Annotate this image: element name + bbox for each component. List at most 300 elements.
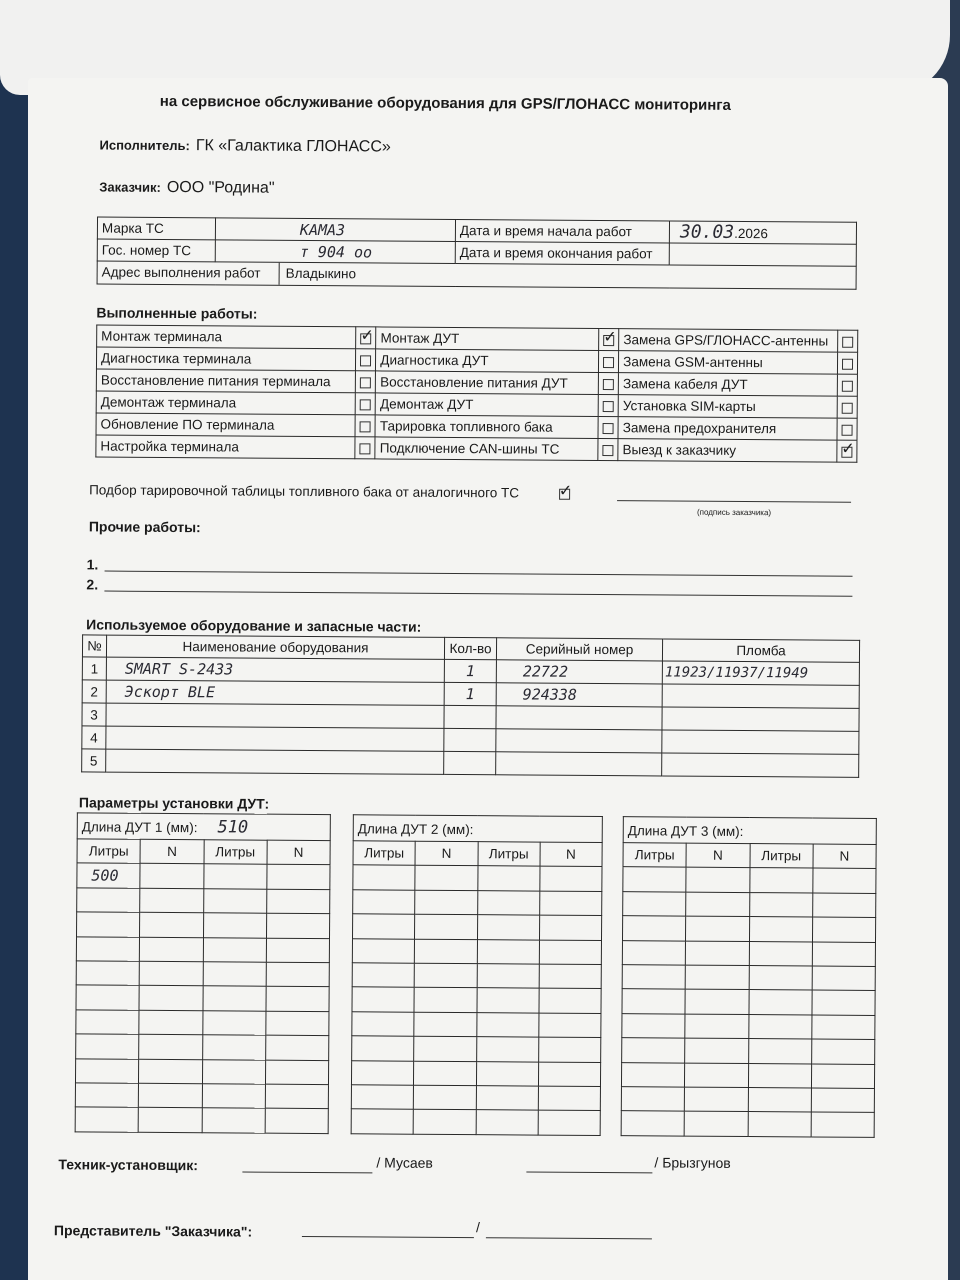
equipment-row bbox=[82, 749, 859, 777]
executor-line bbox=[99, 137, 390, 157]
dut-cell[interactable] bbox=[77, 888, 140, 913]
dut-cell[interactable] bbox=[352, 1036, 414, 1061]
dut-cell[interactable] bbox=[352, 987, 414, 1012]
dut-cell[interactable]: 500 bbox=[77, 863, 140, 888]
tariff-checkbox[interactable] bbox=[559, 489, 570, 500]
dut-cell[interactable] bbox=[749, 941, 812, 966]
dut-cell[interactable] bbox=[76, 1010, 139, 1035]
work-1-6-checkbox-cell bbox=[355, 437, 375, 459]
equipment-qty-cell[interactable] bbox=[444, 728, 496, 751]
dut-3-title: Длина ДУТ 3 (мм): bbox=[627, 822, 744, 839]
address-row bbox=[97, 261, 856, 289]
dut-cell[interactable] bbox=[686, 892, 749, 917]
dut-2-title: Длина ДУТ 2 (мм): bbox=[357, 820, 474, 837]
dut-cell[interactable] bbox=[685, 1063, 748, 1088]
work-1-2-checkbox-cell bbox=[356, 349, 376, 371]
dut-cell[interactable] bbox=[811, 1039, 874, 1064]
dut-cell[interactable] bbox=[202, 1035, 265, 1060]
work-1-5-checkbox-cell bbox=[355, 415, 375, 437]
equipment-qty-cell[interactable]: 1 bbox=[444, 659, 496, 682]
dut-row bbox=[353, 914, 602, 940]
dut-cell[interactable] bbox=[140, 937, 203, 962]
dut-row bbox=[622, 989, 875, 1015]
dut-cell[interactable] bbox=[203, 937, 266, 962]
dut-cell[interactable] bbox=[353, 914, 415, 939]
dut-cell[interactable] bbox=[539, 964, 601, 989]
dut-cell[interactable] bbox=[203, 864, 266, 889]
dut-cell[interactable] bbox=[749, 868, 812, 893]
form-heading: на сервисное обслуживание оборудования для GPS/ГЛОНАСС мониторинга bbox=[159, 92, 731, 114]
dut-cell[interactable] bbox=[267, 865, 330, 890]
dut-cell[interactable] bbox=[351, 1085, 413, 1110]
work-checkbox[interactable] bbox=[842, 337, 853, 348]
dut-row bbox=[351, 1109, 600, 1135]
work-checkbox[interactable] bbox=[602, 445, 613, 456]
dut-cell[interactable] bbox=[76, 1034, 139, 1059]
representative-signature[interactable] bbox=[302, 1236, 474, 1238]
work-checkbox[interactable] bbox=[603, 335, 614, 346]
work-2-1-checkbox-cell bbox=[599, 328, 619, 350]
technician-signature-1[interactable] bbox=[242, 1172, 372, 1174]
dut-row bbox=[622, 916, 875, 942]
signature-caption: (подпись заказчика) bbox=[696, 507, 772, 518]
dut-3-header-2: N bbox=[686, 843, 749, 868]
work-checkbox[interactable] bbox=[603, 401, 614, 412]
work-checkbox[interactable] bbox=[603, 379, 614, 390]
dut-cell[interactable] bbox=[748, 990, 811, 1015]
work-2-6-label: Подключение CAN-шины ТС bbox=[375, 437, 598, 461]
work-checkbox[interactable] bbox=[360, 333, 371, 344]
dut-cell[interactable] bbox=[413, 1110, 475, 1135]
work-checkbox[interactable] bbox=[360, 421, 371, 432]
dut-2-header-3: Литры bbox=[478, 842, 540, 867]
dut-cell[interactable] bbox=[138, 1108, 201, 1133]
executor-value: ГК «Галактика ГЛОНАСС» bbox=[195, 137, 391, 156]
dut-row bbox=[352, 1012, 601, 1038]
dut-cell[interactable] bbox=[812, 966, 875, 991]
representative-name-line[interactable] bbox=[486, 1237, 652, 1239]
executor-label: Исполнитель: bbox=[99, 137, 190, 154]
vehicle-table bbox=[97, 216, 857, 289]
dut-cell[interactable] bbox=[538, 1062, 600, 1087]
work-1-1-checkbox-cell bbox=[356, 327, 376, 349]
equipment-n-cell: 4 bbox=[82, 726, 106, 749]
dut-cell[interactable] bbox=[203, 962, 266, 987]
dut-1-title-cell bbox=[77, 813, 330, 841]
dut-cell[interactable] bbox=[139, 1059, 202, 1084]
dut-row bbox=[622, 1013, 875, 1039]
dut-cell[interactable] bbox=[353, 890, 415, 915]
equipment-seal-cell[interactable]: 11923/11937/11949 bbox=[662, 661, 859, 685]
dut-row bbox=[76, 936, 329, 962]
work-3-5-label: Замена предохранителя bbox=[618, 417, 837, 441]
work-3-3-checkbox-cell bbox=[837, 374, 857, 396]
dut-row bbox=[623, 891, 876, 917]
dut-cell[interactable] bbox=[75, 1107, 138, 1132]
service-form-sheet bbox=[28, 78, 948, 1280]
other-work-2-line[interactable] bbox=[104, 591, 852, 597]
work-3-3-label: Замена кабеля ДУТ bbox=[618, 373, 837, 397]
equipment-qty-cell[interactable] bbox=[444, 705, 496, 728]
dut-table-3 bbox=[621, 816, 877, 1137]
work-1-6-label: Настройка терминала bbox=[96, 435, 355, 459]
dut-1-title: Длина ДУТ 1 (мм): bbox=[81, 818, 198, 835]
dut-cell[interactable] bbox=[477, 939, 539, 964]
work-1-3-label: Восстановление питания терминала bbox=[96, 369, 355, 393]
dut-cell[interactable] bbox=[139, 961, 202, 986]
dut-row bbox=[76, 961, 329, 987]
dut-row bbox=[77, 888, 330, 914]
tariff-label: Подбор тарировочной таблицы топливного бака от аналогичного ТС bbox=[89, 482, 520, 501]
dut-cell[interactable] bbox=[352, 963, 414, 988]
dut-row bbox=[352, 1036, 601, 1062]
dut-cell[interactable] bbox=[351, 1109, 413, 1134]
dut-cell[interactable] bbox=[476, 1012, 538, 1037]
dut-cell[interactable] bbox=[477, 915, 539, 940]
dut-cell[interactable] bbox=[415, 914, 477, 939]
equip-col-qty: Кол-во bbox=[444, 637, 496, 659]
dut-row bbox=[623, 867, 876, 893]
dut-cell[interactable] bbox=[621, 1087, 684, 1112]
work-checkbox[interactable] bbox=[842, 403, 853, 414]
dut-cell[interactable] bbox=[748, 1112, 811, 1137]
dut-row bbox=[353, 865, 602, 891]
dut-cell[interactable] bbox=[76, 985, 139, 1010]
dut-cell[interactable] bbox=[749, 892, 812, 917]
dut-cell[interactable] bbox=[749, 917, 812, 942]
dut-cell[interactable] bbox=[812, 893, 875, 918]
dut-cell[interactable] bbox=[812, 990, 875, 1015]
work-1-4-checkbox-cell bbox=[355, 393, 375, 415]
works-table bbox=[95, 324, 858, 462]
dut-row bbox=[75, 1058, 328, 1084]
dut-cell[interactable] bbox=[476, 1061, 538, 1086]
dut-cell[interactable] bbox=[139, 1010, 202, 1035]
dut-cell[interactable] bbox=[748, 1063, 811, 1088]
work-checkbox[interactable] bbox=[841, 425, 852, 436]
dut-cell[interactable] bbox=[202, 1108, 265, 1133]
dut-cell[interactable] bbox=[538, 1110, 600, 1135]
dut-cell[interactable] bbox=[203, 913, 266, 938]
equipment-table bbox=[81, 634, 860, 777]
dut-cell[interactable] bbox=[622, 965, 685, 990]
equipment-n-cell: 1 bbox=[82, 657, 106, 680]
dut-row bbox=[621, 1062, 874, 1088]
dut-cell[interactable] bbox=[414, 988, 476, 1013]
dut-cell[interactable] bbox=[414, 1061, 476, 1086]
equipment-name-cell[interactable] bbox=[106, 726, 444, 751]
dut-3-header-3: Литры bbox=[750, 844, 813, 869]
dut-cell[interactable] bbox=[540, 866, 602, 891]
address-value[interactable]: Владыкино bbox=[285, 265, 357, 282]
equipment-seal-cell[interactable] bbox=[662, 684, 859, 708]
dut-title: Параметры установки ДУТ: bbox=[78, 794, 270, 812]
work-1-3-checkbox-cell bbox=[355, 371, 375, 393]
dut-cell[interactable] bbox=[140, 864, 203, 889]
dut-cell[interactable] bbox=[539, 940, 601, 965]
dut-table-2 bbox=[351, 814, 603, 1135]
dut-cell[interactable] bbox=[748, 1039, 811, 1064]
work-2-4-checkbox-cell bbox=[598, 394, 618, 416]
equipment-serial-cell[interactable]: 22722 bbox=[496, 660, 662, 684]
dut-cell[interactable] bbox=[476, 1037, 538, 1062]
dut-cell[interactable] bbox=[748, 1087, 811, 1112]
dut-cell[interactable] bbox=[539, 915, 601, 940]
dut-cell[interactable] bbox=[622, 1013, 685, 1038]
dut-cell[interactable] bbox=[139, 1034, 202, 1059]
dut-cell[interactable] bbox=[202, 1059, 265, 1084]
equipment-qty-cell[interactable]: 1 bbox=[444, 682, 496, 705]
dut-cell[interactable] bbox=[622, 1038, 685, 1063]
dut-3-header-1: Литры bbox=[623, 843, 686, 868]
dut-cell[interactable] bbox=[685, 1087, 748, 1112]
dut-cell[interactable] bbox=[685, 989, 748, 1014]
dut-row bbox=[622, 1038, 875, 1064]
dut-cell[interactable] bbox=[539, 1013, 601, 1038]
equipment-seal-cell[interactable] bbox=[662, 707, 859, 731]
dut-cell[interactable] bbox=[811, 1064, 874, 1089]
work-3-5-checkbox-cell bbox=[837, 418, 857, 440]
dut-cell[interactable] bbox=[621, 1111, 684, 1136]
dut-table-1 bbox=[75, 812, 331, 1133]
dut-row bbox=[353, 890, 602, 916]
dut-cell[interactable] bbox=[414, 1012, 476, 1037]
equipment-name-cell[interactable]: SMART S-2433 bbox=[106, 657, 444, 682]
equip-col-seal: Пломба bbox=[662, 639, 859, 662]
dut-cell[interactable] bbox=[685, 1038, 748, 1063]
dut-cell[interactable] bbox=[476, 1086, 538, 1111]
dut-cell[interactable] bbox=[140, 912, 203, 937]
dut-cell[interactable] bbox=[686, 868, 749, 893]
dut-cell[interactable] bbox=[685, 1014, 748, 1039]
dut-cell[interactable] bbox=[75, 1058, 138, 1083]
dut-cell[interactable] bbox=[76, 936, 139, 961]
work-checkbox[interactable] bbox=[360, 377, 371, 388]
work-checkbox[interactable] bbox=[603, 423, 614, 434]
end-label: Дата и время окончания работ bbox=[455, 241, 669, 264]
dut-cell[interactable] bbox=[621, 1062, 684, 1087]
dut-cell[interactable] bbox=[477, 890, 539, 915]
brand-label: Марка ТС bbox=[97, 217, 215, 240]
dut-cell[interactable] bbox=[686, 916, 749, 941]
dut-cell[interactable] bbox=[685, 965, 748, 990]
equipment-seal-cell[interactable] bbox=[662, 753, 859, 777]
equipment-name-cell[interactable] bbox=[106, 703, 444, 728]
dut-row bbox=[351, 1085, 600, 1111]
work-checkbox[interactable] bbox=[603, 357, 614, 368]
dut-cell[interactable] bbox=[415, 866, 477, 891]
equipment-serial-cell[interactable] bbox=[496, 729, 662, 753]
brand-value[interactable]: КАМАЗ bbox=[215, 218, 455, 242]
dut-cell[interactable] bbox=[202, 1010, 265, 1035]
dut-cell[interactable] bbox=[539, 891, 601, 916]
dut-cell[interactable] bbox=[684, 1111, 747, 1136]
dut-cell[interactable] bbox=[812, 942, 875, 967]
dut-cell[interactable] bbox=[539, 988, 601, 1013]
dut-cell[interactable] bbox=[265, 1108, 328, 1133]
dut-cell[interactable] bbox=[139, 986, 202, 1011]
technician-name-2: / Брызгунов bbox=[654, 1154, 731, 1171]
dut-row bbox=[352, 963, 601, 989]
equipment-name-cell[interactable]: Эскорт BLE bbox=[106, 680, 444, 705]
dut-cell[interactable] bbox=[351, 1060, 413, 1085]
equipment-serial-cell[interactable] bbox=[496, 706, 662, 730]
dut-cell[interactable] bbox=[352, 938, 414, 963]
plate-value[interactable]: т 904 оо bbox=[215, 240, 455, 264]
dut-cell[interactable] bbox=[266, 962, 329, 987]
work-checkbox[interactable] bbox=[360, 399, 371, 410]
dut-row bbox=[76, 1034, 329, 1060]
equip-col-name: Наименование оборудования bbox=[106, 635, 444, 659]
dut-row bbox=[621, 1111, 874, 1137]
dut-cell[interactable] bbox=[748, 1014, 811, 1039]
representative-label: Представитель "Заказчика": bbox=[53, 1222, 253, 1240]
work-2-2-checkbox-cell bbox=[598, 350, 618, 372]
dut-cell[interactable] bbox=[812, 1015, 875, 1040]
equipment-qty-cell[interactable] bbox=[444, 751, 496, 774]
dut-cell[interactable] bbox=[265, 1035, 328, 1060]
dut-cell[interactable] bbox=[266, 889, 329, 914]
work-checkbox[interactable] bbox=[841, 447, 852, 458]
dut-cell[interactable] bbox=[202, 1084, 265, 1109]
dut-1-length-value[interactable]: 510 bbox=[217, 816, 249, 838]
dut-cell[interactable] bbox=[76, 961, 139, 986]
dut-cell[interactable] bbox=[414, 963, 476, 988]
dut-1-header-1: Литры bbox=[77, 839, 140, 864]
end-value[interactable] bbox=[669, 243, 856, 266]
dut-cell[interactable] bbox=[623, 867, 686, 892]
work-3-2-label: Замена GSM-антенны bbox=[619, 351, 838, 375]
work-1-5-label: Обновление ПО терминала bbox=[96, 413, 355, 437]
equipment-title: Используемое оборудование и запасные части: bbox=[86, 616, 422, 635]
work-2-5-checkbox-cell bbox=[598, 416, 618, 438]
dut-cell[interactable] bbox=[538, 1086, 600, 1111]
work-checkbox[interactable] bbox=[842, 381, 853, 392]
dut-2-title-cell bbox=[353, 815, 602, 843]
work-1-2-label: Диагностика терминала bbox=[96, 347, 355, 371]
dut-cell[interactable] bbox=[686, 941, 749, 966]
dut-cell[interactable] bbox=[749, 966, 812, 991]
dut-2-header-4: N bbox=[540, 842, 602, 867]
dut-cell[interactable] bbox=[139, 1083, 202, 1108]
customer-label: Заказчик: bbox=[99, 179, 161, 195]
equipment-name-cell[interactable] bbox=[106, 749, 444, 774]
dut-row bbox=[75, 1107, 328, 1133]
work-1-1-label: Монтаж терминала bbox=[97, 325, 356, 349]
work-2-3-label: Восстановление питания ДУТ bbox=[376, 371, 599, 395]
dut-row bbox=[621, 1087, 874, 1113]
dut-row bbox=[622, 965, 875, 991]
work-2-5-label: Тарировка топливного бака bbox=[375, 415, 598, 439]
dut-cell[interactable] bbox=[811, 1112, 874, 1137]
dut-cell[interactable] bbox=[476, 988, 538, 1013]
address-label: Адрес выполнения работ bbox=[98, 261, 280, 284]
dut-cell[interactable] bbox=[77, 912, 140, 937]
dut-cell[interactable] bbox=[476, 1110, 538, 1135]
work-checkbox[interactable] bbox=[360, 443, 371, 454]
work-2-2-label: Диагностика ДУТ bbox=[376, 349, 599, 373]
dut-1-header-3: Литры bbox=[204, 840, 267, 865]
dut-cell[interactable] bbox=[266, 938, 329, 963]
dut-cell[interactable] bbox=[623, 891, 686, 916]
work-2-4-label: Демонтаж ДУТ bbox=[375, 393, 598, 417]
dut-cell[interactable] bbox=[202, 986, 265, 1011]
other-works-title: Прочие работы: bbox=[88, 518, 201, 536]
work-checkbox[interactable] bbox=[842, 359, 853, 370]
work-3-4-label: Установка SIM-карты bbox=[618, 395, 837, 419]
dut-cell[interactable] bbox=[811, 1088, 874, 1113]
dut-1-header-4: N bbox=[267, 840, 330, 865]
work-3-1-label: Замена GPS/ГЛОНАСС-антенны bbox=[619, 329, 838, 353]
dut-cell[interactable] bbox=[538, 1037, 600, 1062]
equip-col-serial: Серийный номер bbox=[496, 638, 662, 661]
dut-row bbox=[76, 985, 329, 1011]
dut-row bbox=[351, 1060, 600, 1086]
dut-cell[interactable] bbox=[140, 888, 203, 913]
dut-cell[interactable] bbox=[265, 1060, 328, 1085]
dut-cell[interactable] bbox=[622, 916, 685, 941]
technician-label: Техник-установщик: bbox=[58, 1156, 199, 1174]
equipment-serial-cell[interactable] bbox=[496, 752, 662, 776]
representative-slash: / bbox=[475, 1219, 480, 1236]
dut-cell[interactable] bbox=[622, 989, 685, 1014]
dut-cell[interactable] bbox=[352, 1012, 414, 1037]
technician-name-1: / Мусаев bbox=[376, 1154, 433, 1171]
dut-cell[interactable] bbox=[414, 1036, 476, 1061]
dut-cell[interactable] bbox=[266, 913, 329, 938]
equipment-serial-cell[interactable]: 924338 bbox=[496, 683, 662, 707]
customer-signature-line[interactable] bbox=[617, 500, 851, 503]
dut-cell[interactable] bbox=[622, 940, 685, 965]
dut-cell[interactable] bbox=[266, 987, 329, 1012]
work-3-1-checkbox-cell bbox=[837, 330, 857, 352]
dut-cell[interactable] bbox=[265, 1084, 328, 1109]
work-checkbox[interactable] bbox=[360, 355, 371, 366]
equip-col-no: № bbox=[82, 635, 106, 657]
dut-cell[interactable] bbox=[266, 1011, 329, 1036]
dut-cell[interactable] bbox=[477, 964, 539, 989]
dut-row bbox=[352, 938, 601, 964]
start-value[interactable]: 30.03.2026 bbox=[669, 221, 856, 244]
work-2-1-label: Монтаж ДУТ bbox=[376, 327, 599, 351]
dut-cell[interactable] bbox=[203, 889, 266, 914]
equipment-n-cell: 5 bbox=[82, 749, 106, 772]
dut-cell[interactable] bbox=[414, 1085, 476, 1110]
equipment-seal-cell[interactable] bbox=[662, 730, 859, 754]
work-3-6-checkbox-cell bbox=[837, 440, 857, 462]
dut-cell[interactable] bbox=[75, 1083, 138, 1108]
technician-signature-2[interactable] bbox=[526, 1172, 652, 1174]
work-3-4-checkbox-cell bbox=[837, 396, 857, 418]
work-3-6-label: Выезд к заказчику bbox=[618, 439, 837, 463]
dut-cell[interactable] bbox=[477, 866, 539, 891]
work-1-4-label: Демонтаж терминала bbox=[96, 391, 355, 415]
dut-cell[interactable] bbox=[415, 939, 477, 964]
other-work-1-line[interactable] bbox=[105, 571, 853, 577]
tariff-line bbox=[89, 482, 570, 500]
dut-cell[interactable] bbox=[415, 890, 477, 915]
other-work-2-num: 2. bbox=[86, 576, 99, 593]
dut-row bbox=[77, 912, 330, 938]
work-3-2-checkbox-cell bbox=[837, 352, 857, 374]
dut-cell[interactable] bbox=[812, 917, 875, 942]
dut-cell[interactable] bbox=[813, 868, 876, 893]
start-label: Дата и время начала работ bbox=[455, 219, 669, 242]
equipment-n-cell: 2 bbox=[82, 680, 106, 703]
work-2-6-checkbox-cell bbox=[598, 438, 618, 460]
dut-1-header-2: N bbox=[140, 839, 203, 864]
dut-cell[interactable] bbox=[353, 865, 415, 890]
